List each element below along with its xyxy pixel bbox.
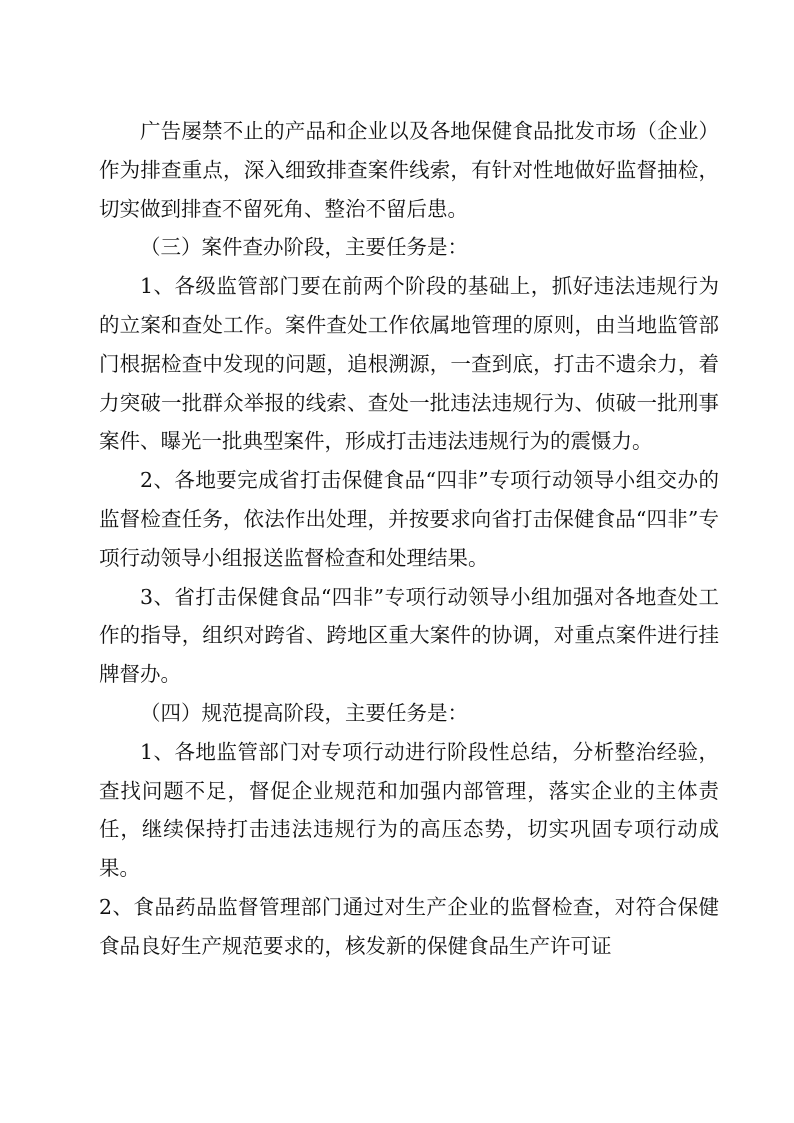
- paragraph-standardization-2: 2、食品药品监督管理部门通过对生产企业的监督检查，对符合保健食品良好生产规范要求的，核发新的保健食品生产许可证: [99, 894, 719, 958]
- paragraph-case-handling-2: 2、各地要完成省打击保健食品“四非”专项行动领导小组交办的监督检查任务，依法作出处理，并按要求向省打击保健食品“四非”专项行动领导小组报送监督检查和处理结果。: [99, 468, 719, 570]
- paragraph-case-handling-3: 3、省打击保健食品“四非”专项行动领导小组加强对各地查处工作的指导，组织对跨省、跨地区重大案件的协调，对重点案件进行挂牌督办。: [99, 584, 719, 687]
- document-body: [99, 112, 719, 966]
- paragraph-investigation-priority: 广告屡禁不止的产品和企业以及各地保健食品批发市场（企业）作为排查重点，深入细致排查案件线索，有针对性地做好监督抽检，切实做到排查不留死角、整治不留后患。: [99, 119, 719, 221]
- heading-standardization-stage: （四）规范提高阶段，主要任务是：: [140, 700, 468, 725]
- heading-case-handling-stage: （三）案件查办阶段，主要任务是：: [140, 235, 468, 260]
- paragraph-case-handling-1: 1、各级监管部门要在前两个阶段的基础上，抓好违法违规行为的立案和查处工作。案件查处工作依属地管理的原则，由当地监管部门根据检查中发现的问题，追根溯源，一查到底，打击不遗余力，着力突破一批群众举报的线索、查处一批违法违规行为、侦破一批刑事案件、曝光一批典型案件，形成打击违法违规行为的震慑力。: [99, 274, 719, 454]
- paragraph-standardization-1: 1、各地监管部门对专项行动进行阶段性总结，分析整治经验，查找问题不足，督促企业规范和加强内部管理，落实企业的主体责任，继续保持打击违法违规行为的高压态势，切实巩固专项行动成果。: [99, 739, 719, 881]
